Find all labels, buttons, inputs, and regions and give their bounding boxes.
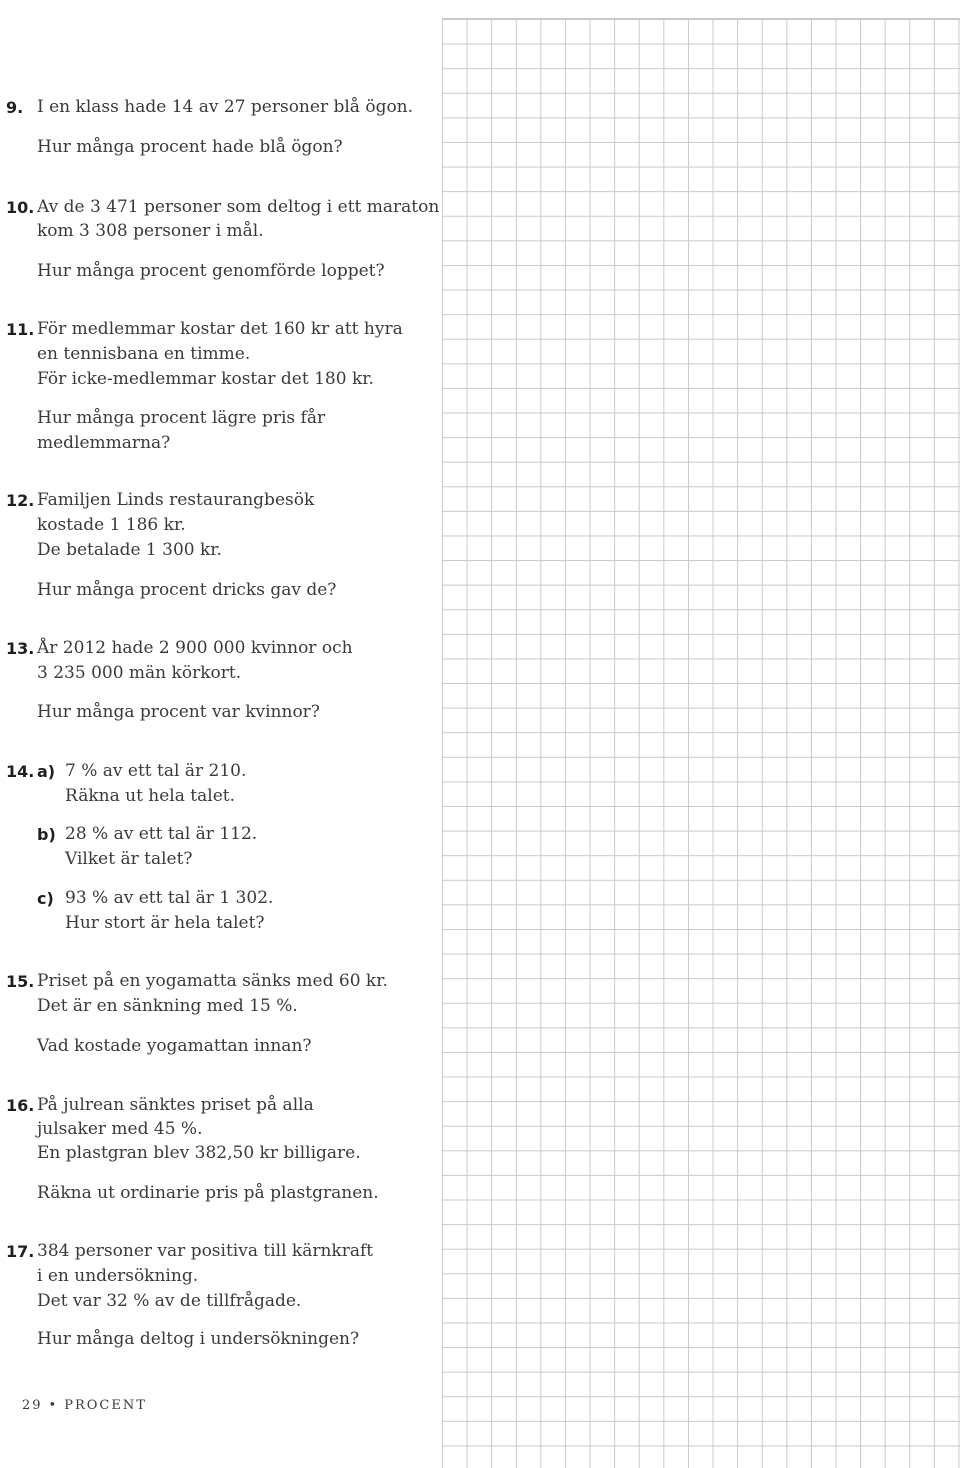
problem-question: Hur många procent lägre pris får: [37, 408, 326, 428]
problem-text: kom 3 308 personer i mål.: [37, 221, 264, 241]
problem-text: De betalade 1 300 kr.: [37, 540, 222, 560]
subproblem-text: 93 % av ett tal är 1 302.: [65, 888, 274, 908]
problem-number: 13.: [6, 639, 35, 658]
problem-text: 3 235 000 män körkort.: [37, 663, 242, 683]
problem-number: 10.: [6, 198, 35, 217]
separator-dot: •: [48, 1398, 59, 1413]
problem-question: Hur många procent var kvinnor?: [37, 702, 320, 722]
problem-text: 384 personer var positiva till kärnkraft: [37, 1241, 374, 1261]
subproblem-text: Vilket är talet?: [65, 849, 193, 869]
problem-question: Hur många deltog i undersökningen?: [37, 1329, 360, 1349]
problem-text: I en klass hade 14 av 27 personer blå ögon.: [37, 97, 414, 117]
problem-number: 16.: [6, 1096, 35, 1115]
subproblem-text: Hur stort är hela talet?: [65, 913, 265, 933]
problem-question: Hur många procent genomförde loppet?: [37, 261, 385, 281]
problem-number: 12.: [6, 491, 35, 510]
page-footer: [22, 1398, 147, 1413]
problem-text: Priset på en yogamatta sänks med 60 kr.: [37, 971, 388, 991]
answer-grid[interactable]: [442, 18, 960, 1468]
subproblem-label-a: a): [37, 762, 56, 781]
problem-text: julsaker med 45 %.: [37, 1119, 203, 1139]
problem-text: Av de 3 471 personer som deltog i ett maraton: [37, 197, 440, 217]
problem-number: 14.: [6, 762, 35, 781]
problem-text: År 2012 hade 2 900 000 kvinnor och: [37, 638, 353, 658]
subproblem-text: Räkna ut hela talet.: [65, 786, 235, 806]
problem-number: 15.: [6, 972, 35, 991]
problem-text: kostade 1 186 kr.: [37, 515, 186, 535]
subproblem-label-c: c): [37, 889, 54, 908]
problem-text: För icke-medlemmar kostar det 180 kr.: [37, 369, 374, 389]
subproblem-label-b: b): [37, 825, 56, 844]
problem-question: Hur många procent dricks gav de?: [37, 580, 337, 600]
problem-text: På julrean sänktes priset på alla: [37, 1095, 314, 1115]
problem-text: En plastgran blev 382,50 kr billigare.: [37, 1143, 361, 1163]
problem-text: Det var 32 % av de tillfrågade.: [37, 1291, 302, 1311]
problem-number: 9.: [6, 98, 24, 117]
subproblem-text: 28 % av ett tal är 112.: [65, 824, 258, 844]
problem-text: i en undersökning.: [37, 1266, 199, 1286]
problem-question: Räkna ut ordinarie pris på plastgranen.: [37, 1183, 379, 1203]
problem-text: Det är en sänkning med 15 %.: [37, 996, 298, 1016]
problem-number: 11.: [6, 320, 35, 339]
problem-text: Familjen Linds restaurangbesök: [37, 490, 315, 510]
subproblem-text: 7 % av ett tal är 210.: [65, 761, 247, 781]
problem-question: Vad kostade yogamattan innan?: [37, 1036, 312, 1056]
problem-number: 17.: [6, 1242, 35, 1261]
problem-text: För medlemmar kostar det 160 kr att hyra: [37, 319, 403, 339]
problem-question: Hur många procent hade blå ögon?: [37, 137, 343, 157]
page-number: 29: [22, 1398, 43, 1413]
problem-text: en tennisbana en timme.: [37, 344, 251, 364]
chapter-title: PROCENT: [64, 1398, 147, 1413]
problem-question: medlemmarna?: [37, 433, 171, 453]
